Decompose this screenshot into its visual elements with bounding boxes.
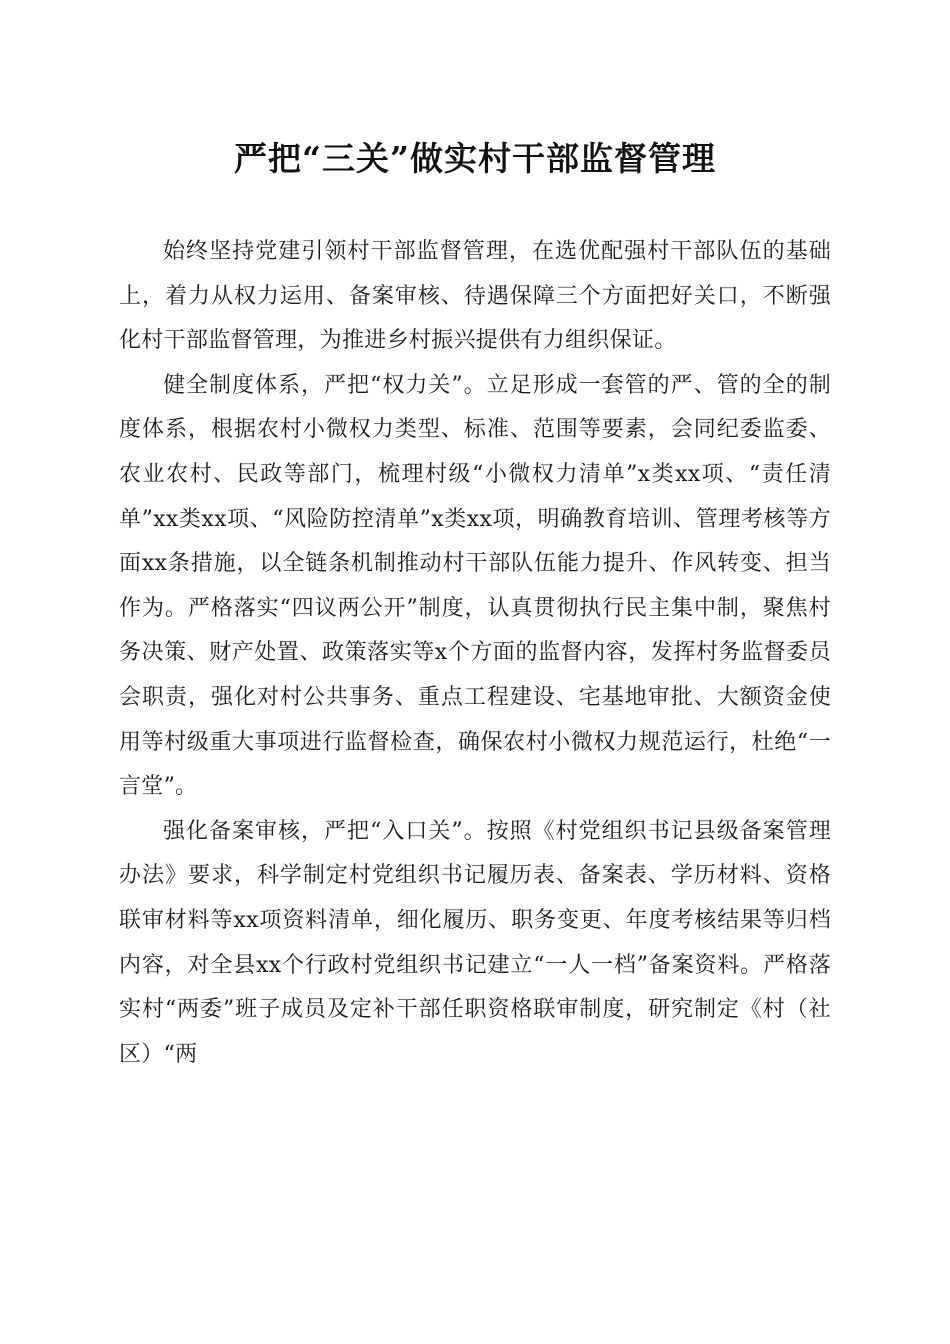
paragraph-power: 健全制度体系，严把“权力关”。立足形成一套管的严、管的全的制度体系，根据农村小微权力类型、标准、范围等要素，会同纪委监委、农业农村、民政等部门，梳理村级“小微权力清单”x类xx项、“责任清单”xx类xx项、“风险防控清单”x类xx项，明确教育培训、管理考核等方面xx条措施，以全链条机制推动村干部队伍能力提升、作风转变、担当作为。严格落实“四议两公开”制度，认真贯彻执行民主集中制，聚焦村务决策、财产处置、政策落实等x个方面的监督内容，发挥村务监督委员会职责，强化对村公共事务、重点工程建设、宅基地审批、大额资金使用等村级重大事项进行监督检查，确保农村小微权力规范运行，杜绝“一言堂”。 — [119, 372, 831, 800]
document-body — [119, 230, 831, 1077]
document-title: 严把“三关”做实村干部监督管理 — [234, 139, 716, 178]
paragraph-intro: 始终坚持党建引领村干部监督管理，在选优配强村干部队伍的基础上，着力从权力运用、备案审核、待遇保障三个方面把好关口，不断强化村干部监督管理，为推进乡村振兴提供有力组织保证。 — [119, 239, 831, 354]
paragraph-filing: 强化备案审核，严把“入口关”。按照《村党组织书记县级备案管理办法》要求，科学制定村党组织书记履历表、备案表、学历材料、资格联审材料等xx项资料清单，细化履历、职务变更、年度考核结果等归档内容，对全县xx个行政村党组织书记建立“一人一档”备案资料。严格落实村“两委”班子成员及定补干部任职资格联审制度，研究制定《村（社区）“两 — [119, 818, 831, 1067]
